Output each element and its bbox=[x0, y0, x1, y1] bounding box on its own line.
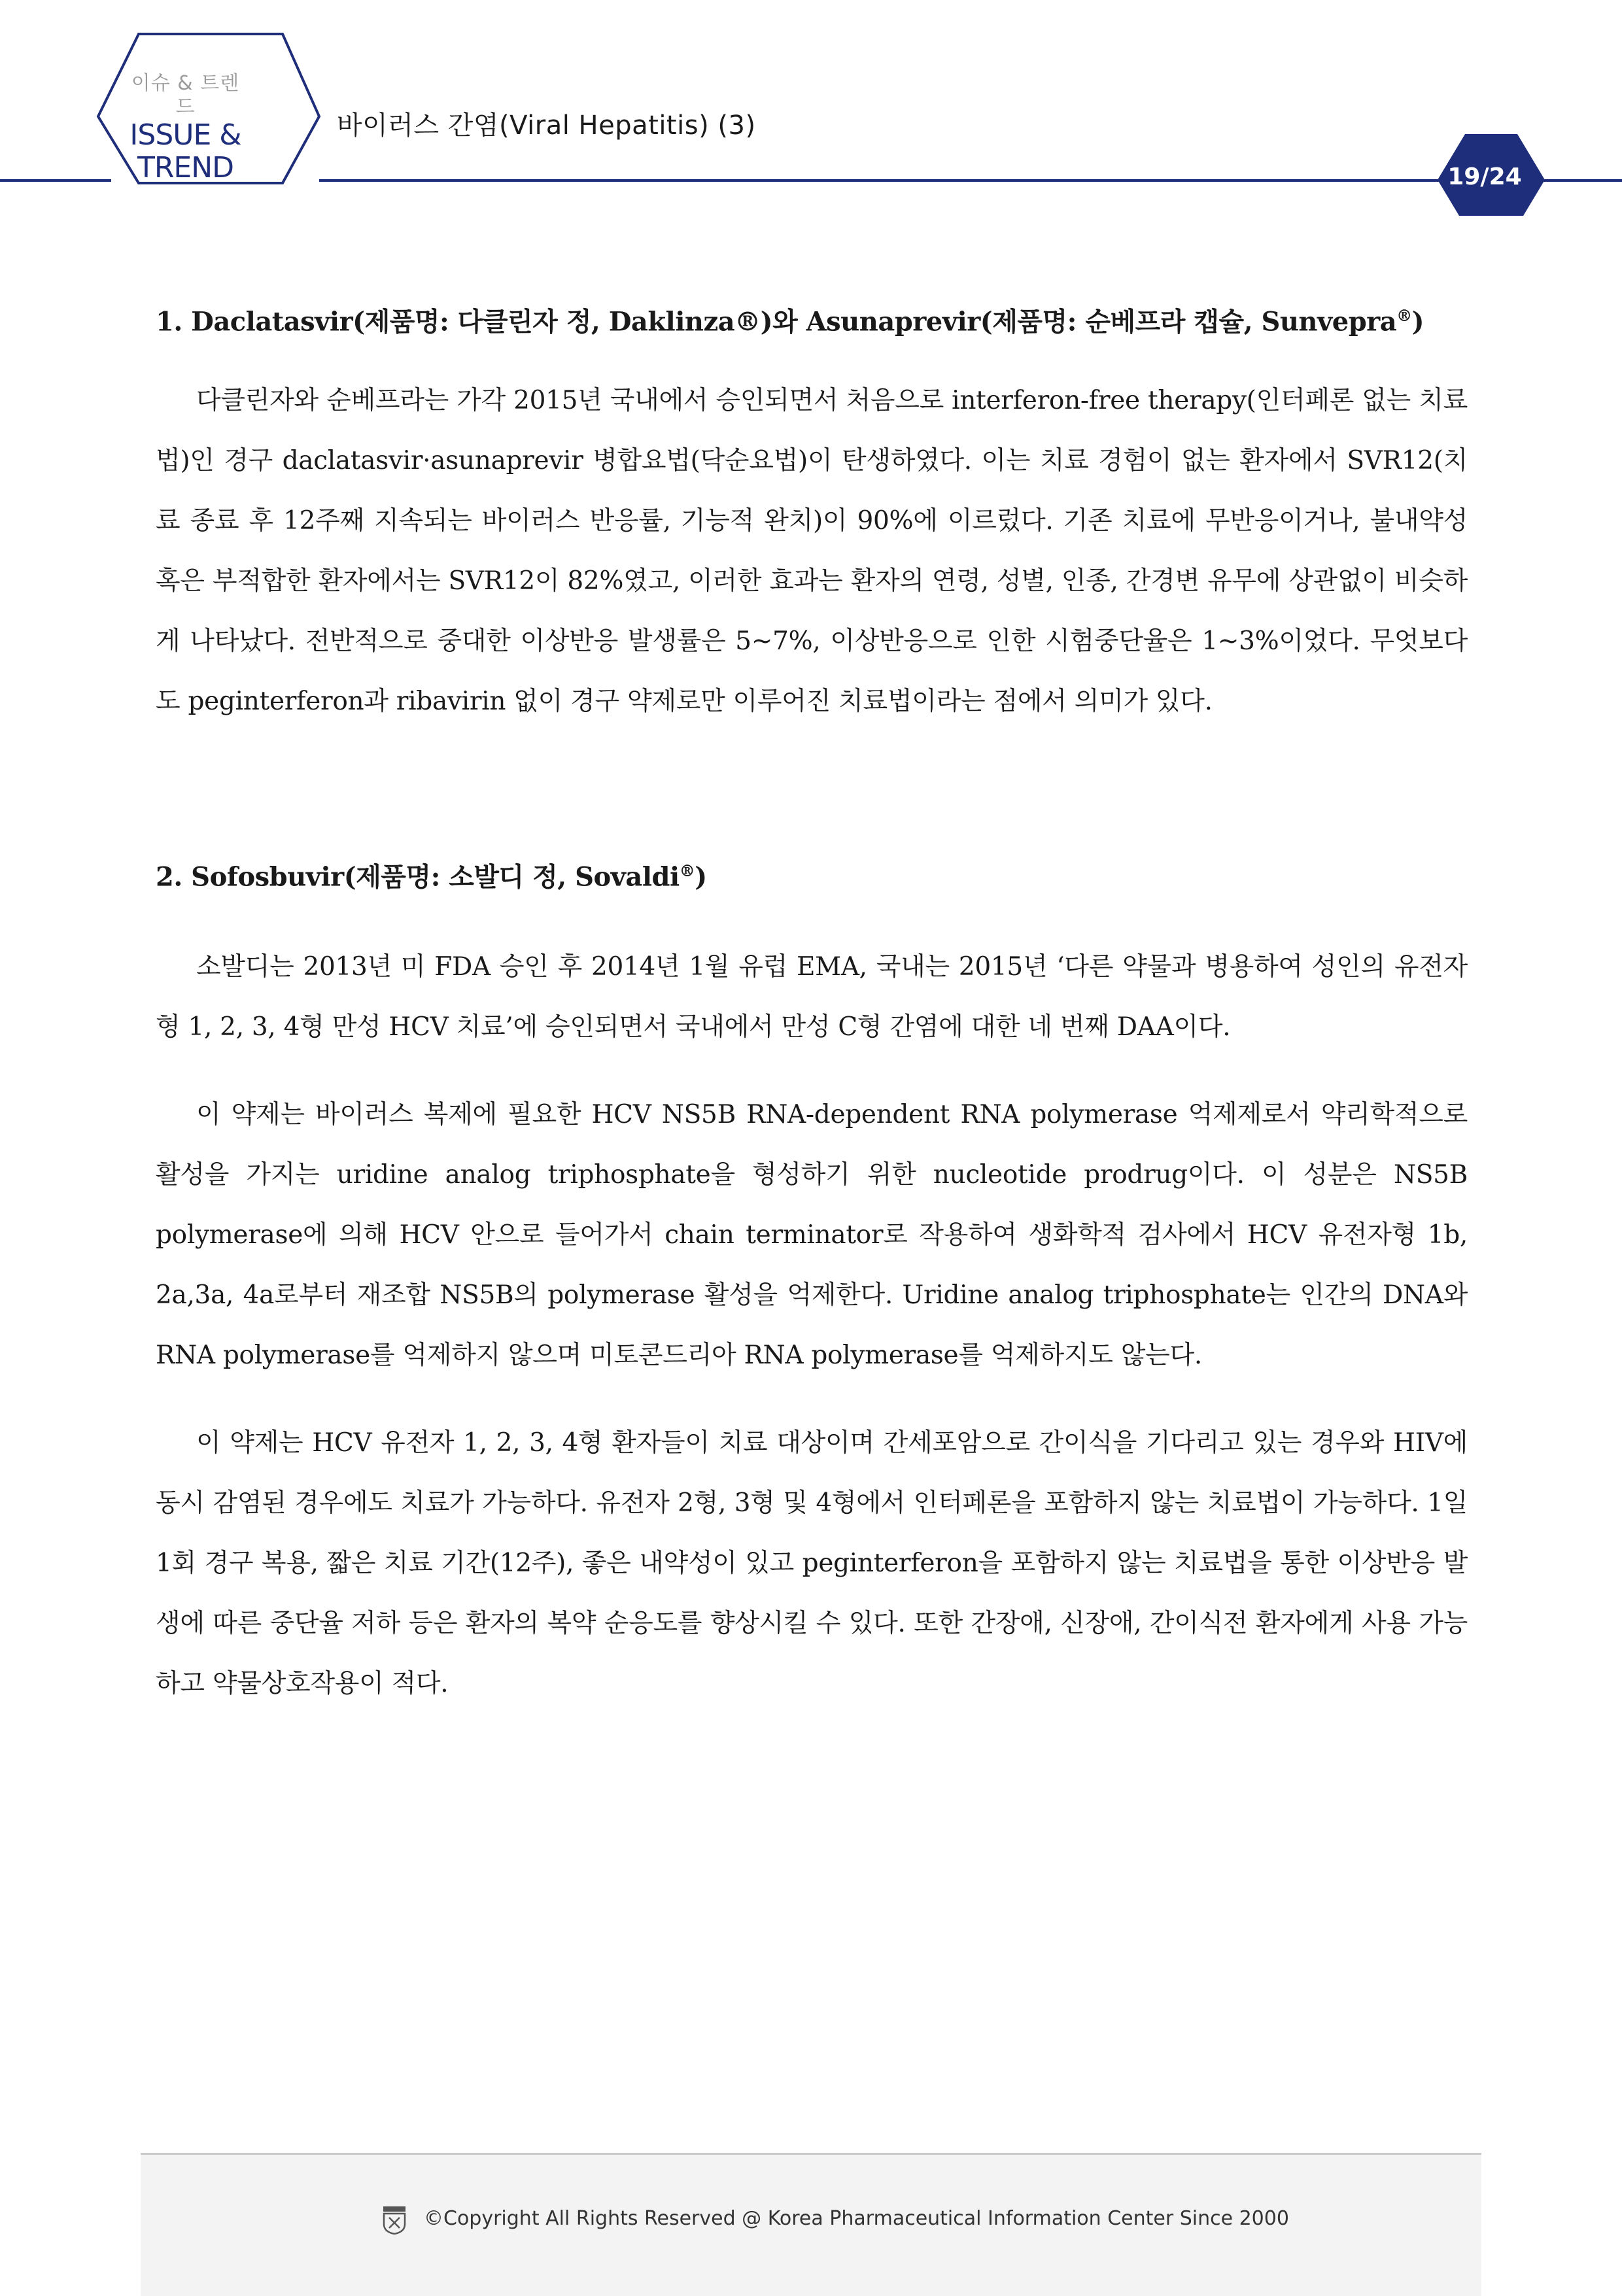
section-1-heading-part: , Sunvepra bbox=[1243, 306, 1397, 337]
section-1-heading-part: , Daklinza®)와 Asunaprevir( bbox=[591, 306, 993, 337]
kpic-logo-icon bbox=[383, 2206, 406, 2235]
section-2-paragraph-1: 소발디는 2013년 미 FDA 승인 후 2014년 1월 유럽 EMA, 국내는 2015년 ‘다른 약물과 병용하여 성인의 유전자형 1, 2, 3, 4형 만성 HCV 치료’에 승인되면서 국내에서 만성 C형 간염에 대한 네 번째 DAA이다. bbox=[156, 951, 1468, 1042]
section-2-heading-part: ) bbox=[695, 861, 707, 893]
issue-trend-badge bbox=[128, 72, 243, 184]
section-1-heading-part: ) bbox=[1411, 306, 1424, 337]
header-title: 바이러스 간염(Viral Hepatitis) (3) bbox=[337, 111, 756, 141]
section-2-paragraph-2: 이 약제는 바이러스 복제에 필요한 HCV NS5B RNA-dependent RNA polymerase 억제제로서 약리학적으로 활성을 가지는 uridine analog triphosphate을 형성하기 위한 nucleotide prodrug이다. 이 성분은 NS5B polymerase에 의해 HCV 안으로 들어가서 chain terminator로 작용하여 생화학적 검사에서 HCV 유전자형 1b, 2a,3a, 4a로부터 재조합 NS5B의 polymerase 활성을 억제한다. Uridine analog triphosphate는 인간의 DNA와 RNA polymerase를 억제하지 않으며 미토콘드리아 RNA polymerase를 억제하지도 않는다. bbox=[156, 1099, 1468, 1370]
page-number: 19/24 bbox=[1447, 163, 1522, 190]
section-2-heading-part: 2. Sofosbuvir( bbox=[156, 861, 356, 893]
badge-english-label-1: ISSUE & bbox=[129, 118, 241, 152]
badge-korean-label: 이슈 & 트렌드 bbox=[131, 72, 240, 118]
section-1-heading-part: 1. Daclatasvir( bbox=[156, 306, 365, 337]
badge-english-label-2: TREND bbox=[137, 151, 234, 184]
page-header bbox=[0, 0, 1622, 216]
registered-mark: ® bbox=[1396, 306, 1412, 325]
section-2-paragraph-3: 이 약제는 HCV 유전자 1, 2, 3, 4형 환자들이 치료 대상이며 간세포암으로 간이식을 기다리고 있는 경우와 HIV에 동시 감염된 경우에도 치료가 가능하다. 유전자 2형, 3형 및 4형에서 인터페론을 포함하지 않는 치료법이 가능하다. 1일 1회 경구 복용, 짧은 치료 기간(12주), 좋은 내약성이 있고 peginterferon을 포함하지 않는 치료법을 통한 이상반응 발생에 따른 중단율 저하 등은 환자의 복약 순응도를 향상시킬 수 있다. 또한 간장애, 신장애, 간이식전 환자에게 사용 가능하고 약물상호작용이 적다. bbox=[156, 1428, 1468, 1698]
header-decoration bbox=[0, 0, 1622, 216]
section-2-heading-part: , Sovaldi bbox=[557, 861, 680, 893]
page-footer bbox=[141, 2153, 1481, 2296]
copyright-text: ©Copyright All Rights Reserved @ Korea Pharmaceutical Information Center Since 2000 bbox=[424, 2207, 1289, 2230]
section-2-heading bbox=[156, 848, 1468, 900]
section-1-heading-product-1: 제품명: 다클린자 정 bbox=[364, 306, 591, 337]
registered-mark: ® bbox=[679, 861, 695, 881]
section-1-heading bbox=[156, 293, 1468, 345]
section-2-heading-product: 제품명: 소발디 정 bbox=[356, 861, 558, 893]
document-body bbox=[156, 293, 1468, 1714]
section-1-heading-product-2: 제품명: 순베프라 캡슐 bbox=[992, 306, 1244, 337]
section-1-paragraph: 다클린자와 순베프라는 가각 2015년 국내에서 승인되면서 처음으로 interferon-free therapy(인터페론 없는 치료법)인 경구 daclatasvir·asunaprevir 병합요법(닥순요법)이 탄생하였다. 이는 치료 경험이 없는 환자에서 SVR12(치료 종료 후 12주째 지속되는 바이러스 반응률, 기능적 완치)이 90%에 이르렀다. 기존 치료에 무반응이거나, 불내약성 혹은 부적합한 환자에서는 SVR12이 82%였고, 이러한 효과는 환자의 연령, 성별, 인종, 간경변 유무에 상관없이 비슷하게 나타났다. 전반적으로 중대한 이상반응 발생률은 5~7%, 이상반응으로 인한 시험중단율은 1~3%이었다. 무엇보다도 peginterferon과 ribavirin 없이 경구 약제로만 이루어진 치료법이라는 점에서 의미가 있다. bbox=[156, 386, 1468, 717]
